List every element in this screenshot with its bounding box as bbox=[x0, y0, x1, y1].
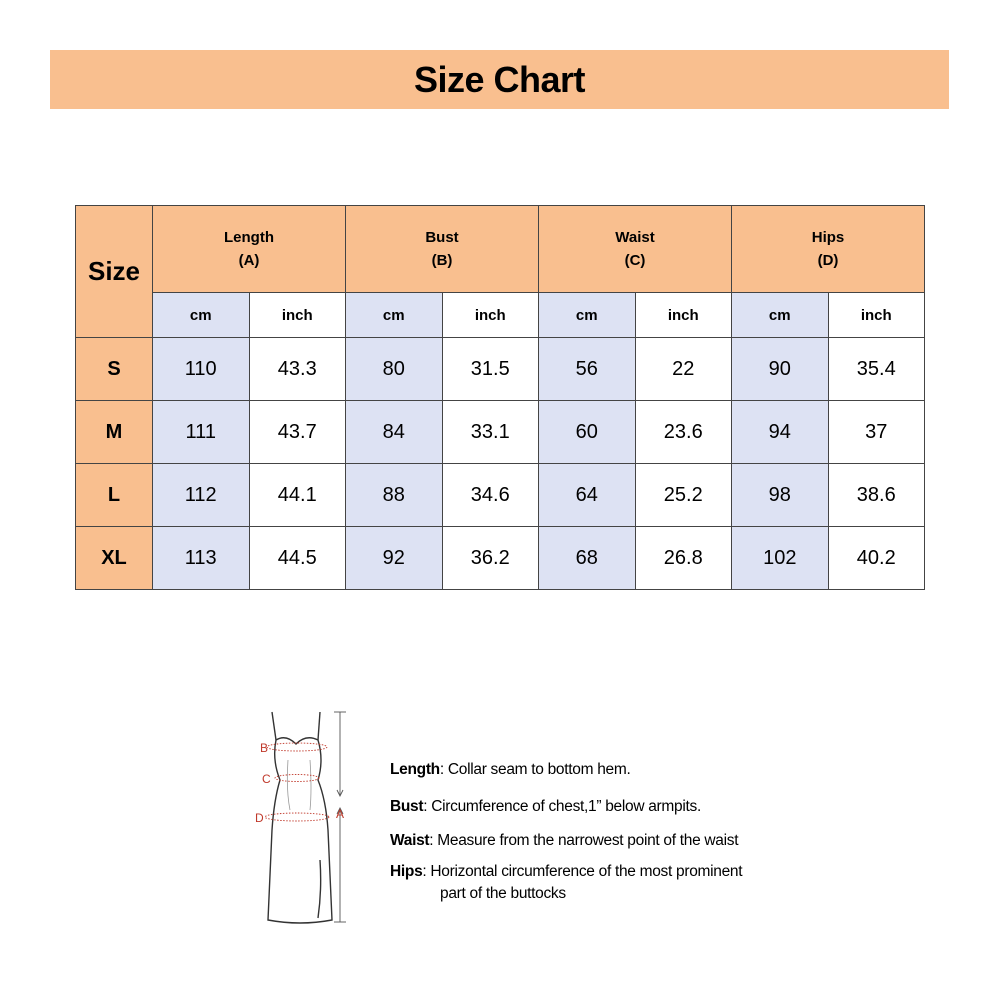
value-cm: 60 bbox=[539, 401, 636, 464]
value-inch: 44.5 bbox=[249, 527, 346, 590]
value-cm: 94 bbox=[732, 401, 829, 464]
legend-label: Bust bbox=[390, 798, 424, 815]
column-code: (B) bbox=[431, 252, 453, 269]
value-inch: 43.3 bbox=[249, 338, 346, 401]
column-code: (D) bbox=[817, 252, 839, 269]
unit-inch: inch bbox=[828, 293, 925, 338]
value-inch: 36.2 bbox=[442, 527, 539, 590]
column-name: Hips bbox=[811, 229, 845, 246]
unit-cm: cm bbox=[539, 293, 636, 338]
value-cm: 56 bbox=[539, 338, 636, 401]
legend-hips-continuation: part of the buttocks bbox=[440, 885, 566, 902]
value-inch: 38.6 bbox=[828, 464, 925, 527]
legend-text: : Circumference of chest,1” below armpits. bbox=[423, 798, 701, 815]
legend-bust bbox=[390, 798, 701, 816]
value-inch: 23.6 bbox=[635, 401, 732, 464]
legend-label: Hips bbox=[390, 863, 423, 880]
bust-line bbox=[267, 743, 327, 751]
size-label: L bbox=[76, 464, 153, 527]
value-cm: 98 bbox=[732, 464, 829, 527]
legend-label: Waist bbox=[390, 832, 430, 849]
marker-b: B bbox=[260, 741, 269, 755]
table-row bbox=[76, 338, 925, 401]
size-column-header: Size bbox=[76, 206, 153, 338]
column-name: Length bbox=[224, 229, 274, 246]
unit-inch: inch bbox=[442, 293, 539, 338]
value-cm: 88 bbox=[346, 464, 443, 527]
value-inch: 22 bbox=[635, 338, 732, 401]
value-inch: 33.1 bbox=[442, 401, 539, 464]
bust-column-header bbox=[346, 206, 539, 293]
size-label: S bbox=[76, 338, 153, 401]
value-inch: 25.2 bbox=[635, 464, 732, 527]
title-banner bbox=[50, 50, 949, 109]
table-row bbox=[76, 464, 925, 527]
right-strap bbox=[318, 712, 320, 740]
hips-column-header bbox=[732, 206, 925, 293]
unit-inch: inch bbox=[249, 293, 346, 338]
value-cm: 110 bbox=[153, 338, 250, 401]
legend-hips bbox=[390, 863, 742, 881]
value-inch: 26.8 bbox=[635, 527, 732, 590]
value-cm: 68 bbox=[539, 527, 636, 590]
marker-d: D bbox=[255, 811, 264, 825]
unit-header-row bbox=[76, 293, 925, 338]
value-cm: 64 bbox=[539, 464, 636, 527]
marker-a: A bbox=[336, 807, 345, 821]
waist-line bbox=[275, 775, 319, 782]
table-row bbox=[76, 527, 925, 590]
value-inch: 34.6 bbox=[442, 464, 539, 527]
left-strap bbox=[272, 712, 276, 740]
dress-outline bbox=[268, 738, 332, 923]
value-inch: 35.4 bbox=[828, 338, 925, 401]
value-inch: 37 bbox=[828, 401, 925, 464]
value-inch: 44.1 bbox=[249, 464, 346, 527]
legend-text: : Collar seam to bottom hem. bbox=[439, 761, 631, 778]
value-cm: 112 bbox=[153, 464, 250, 527]
legend-waist bbox=[390, 832, 738, 850]
value-cm: 92 bbox=[346, 527, 443, 590]
marker-c: C bbox=[262, 772, 271, 786]
length-column-header bbox=[153, 206, 346, 293]
waist-column-header bbox=[539, 206, 732, 293]
unit-cm: cm bbox=[346, 293, 443, 338]
column-name: Waist bbox=[615, 229, 655, 246]
table-row bbox=[76, 401, 925, 464]
size-label: XL bbox=[76, 527, 153, 590]
value-cm: 80 bbox=[346, 338, 443, 401]
dress-diagram bbox=[240, 700, 370, 940]
page-title: Size Chart bbox=[413, 58, 586, 100]
value-inch: 40.2 bbox=[828, 527, 925, 590]
legend-text: : Measure from the narrowest point of the waist bbox=[429, 832, 739, 849]
unit-inch: inch bbox=[635, 293, 732, 338]
value-inch: 43.7 bbox=[249, 401, 346, 464]
value-cm: 102 bbox=[732, 527, 829, 590]
legend-text: : Horizontal circumference of the most prominent bbox=[422, 863, 743, 880]
value-cm: 113 bbox=[153, 527, 250, 590]
dress-slit bbox=[318, 860, 321, 918]
column-code: (A) bbox=[238, 252, 260, 269]
value-cm: 84 bbox=[346, 401, 443, 464]
size-label: M bbox=[76, 401, 153, 464]
unit-cm: cm bbox=[153, 293, 250, 338]
table-header-row bbox=[76, 206, 925, 293]
column-name: Bust bbox=[425, 229, 459, 246]
unit-cm: cm bbox=[732, 293, 829, 338]
size-table bbox=[75, 205, 925, 590]
value-cm: 90 bbox=[732, 338, 829, 401]
legend-label: Length bbox=[390, 761, 440, 778]
hips-line bbox=[265, 813, 329, 821]
column-code: (C) bbox=[624, 252, 646, 269]
value-inch: 31.5 bbox=[442, 338, 539, 401]
legend-length bbox=[390, 761, 630, 779]
value-cm: 111 bbox=[153, 401, 250, 464]
